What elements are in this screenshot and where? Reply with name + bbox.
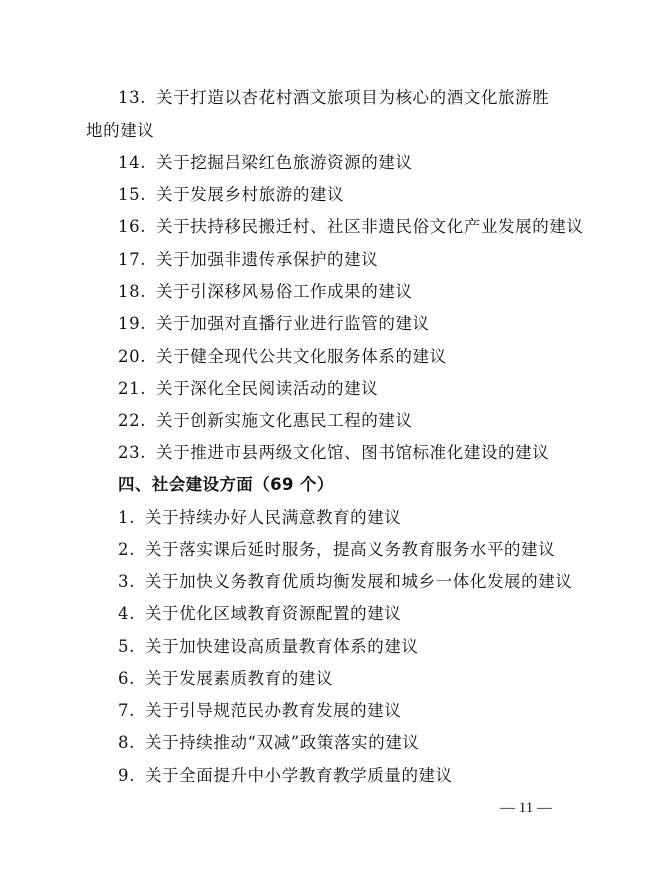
item-number: 2. [118,540,135,559]
item-text: 关于扶持移民搬迁村、社区非遗民俗文化产业发展的建议 [156,217,584,236]
item-number: 9. [118,766,135,785]
item-number: 21. [118,379,147,398]
list-item [0,347,657,367]
list-item [0,282,657,302]
item-text: 关于持续推动“双减”政策落实的建议 [144,733,420,752]
item-text: 关于健全现代公共文化服务体系的建议 [156,347,447,366]
list-item [0,185,657,205]
item-number: 17. [118,250,147,269]
list-item [0,153,657,173]
item-number: 6. [118,669,135,688]
list-item [0,88,657,108]
item-number: 13. [118,88,147,107]
item-text: 关于优化区域教育资源配置的建议 [144,604,402,623]
item-text: 关于全面提升中小学教育教学质量的建议 [144,766,453,785]
list-item [0,379,657,399]
item-text: 关于推进市县两级文化馆、图书馆标准化建设的建议 [156,443,550,462]
item-text: 关于加强对直播行业进行监管的建议 [156,314,430,333]
item-number: 7. [118,701,135,720]
item-number: 18. [118,282,147,301]
item-text: 关于发展素质教育的建议 [144,669,334,688]
item-text: 关于打造以杏花村酒文旅项目为核心的酒文化旅游胜 [156,88,550,107]
list-item [0,572,657,592]
item-text: 关于挖掘吕梁红色旅游资源的建议 [156,153,413,172]
list-item [0,637,657,657]
item-number: 20. [118,347,147,366]
list-item [0,701,657,721]
list-item [0,540,657,560]
list-item [0,669,657,689]
item-text: 关于加强非遗传承保护的建议 [156,250,379,269]
item-number: 4. [118,604,135,623]
list-item [0,733,657,753]
item-text: 关于发展乡村旅游的建议 [156,185,345,204]
item-text: 关于深化全民阅读活动的建议 [156,379,379,398]
list-item [0,443,657,463]
list-item [0,217,657,237]
item-number: 23. [118,443,147,462]
item-number: 3. [118,572,135,591]
page-number: — 11 — [500,800,552,816]
item-number: 8. [118,733,135,752]
list-item [0,411,657,431]
list-item [0,314,657,334]
item-number: 14. [118,153,147,172]
item-text: 关于引深移风易俗工作成果的建议 [156,282,413,301]
item-text: 关于加快建设高质量教育体系的建议 [144,637,419,656]
item-text: 关于创新实施文化惠民工程的建议 [156,411,413,430]
item-number: 5. [118,637,135,656]
item-text: 关于持续办好人民满意教育的建议 [144,508,402,527]
item-number: 16. [118,217,147,236]
list-item [0,508,657,528]
item-text: 关于加快义务教育优质均衡发展和城乡一体化发展的建议 [144,572,573,591]
list-item [0,604,657,624]
item-number: 22. [118,411,147,430]
item-number: 1. [118,508,135,527]
item-text: 关于引导规范民办教育发展的建议 [144,701,402,720]
item-number: 15. [118,185,147,204]
item-number: 19. [118,314,147,333]
list-item [0,766,657,786]
item-text: 关于落实课后延时服务，提高义务教育服务水平的建议 [144,540,556,559]
section-heading: 四、社会建设方面（69 个） [118,475,334,494]
list-item-continuation: 地的建议 [86,121,155,140]
list-item [0,250,657,270]
